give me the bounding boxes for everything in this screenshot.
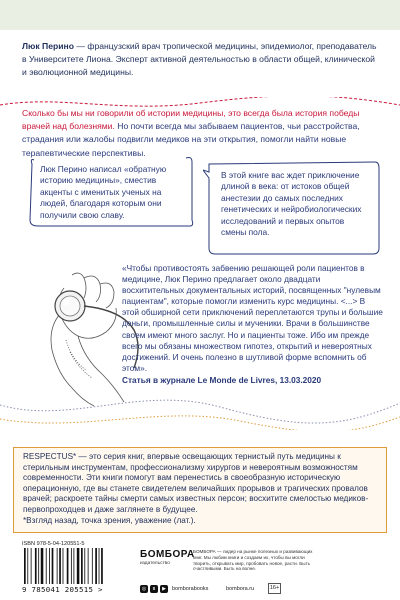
isbn-label: ISBN 978-5-04-120551-5 — [22, 541, 85, 547]
barcode-bar — [73, 548, 74, 584]
barcode — [22, 548, 114, 584]
barcode-bar — [46, 548, 47, 584]
barcode-bar — [77, 548, 80, 584]
barcode-bar — [57, 548, 58, 584]
barcode-bar — [81, 548, 83, 584]
lead-paragraph — [22, 107, 382, 160]
bubble-right-text: В этой книге вас ждет приключение длиной в века: от истоков общей анестезии до самых последних генетических и нейробиологических исследований и первых опытов смены пола. — [221, 170, 362, 238]
quote-source: Статья в журнале Le Monde de Livres, 13.03.2020 — [122, 374, 322, 385]
barcode-bar — [88, 548, 89, 584]
lead-red-text: Сколько бы мы ни говорили об истории медицины, это всегда была история победы врачей над болезнями. — [22, 108, 360, 132]
barcode-bar — [92, 548, 93, 584]
lead-rest-text: Но почти всегда мы забываем пациентов, чьи расстройства, страдания или жалобы подвигли медиков на эти открытия, помогли найти новые терапевтические перспективы. — [22, 121, 360, 158]
barcode-bar — [84, 548, 85, 584]
series-promo-text — [13, 452, 387, 526]
barcode-bar — [41, 548, 44, 584]
social-links — [140, 585, 208, 593]
publisher-site[interactable]: bombora.ru — [226, 586, 255, 592]
barcode-bar — [67, 548, 69, 584]
barcode-bar — [38, 548, 39, 584]
barcode-bar — [59, 548, 61, 584]
bubble-left-text: Люк Перино написал «обратную историю медицины», сместив акценты с именитых ученых на людей, благодаря которым они получили свою славу. — [40, 164, 167, 220]
barcode-digits: 9 785041 205515 > — [22, 585, 103, 594]
barcode-bar — [52, 548, 54, 584]
barcode-bar — [101, 548, 103, 584]
publisher-logo-sub: издательство — [140, 561, 170, 566]
barcode-bar — [35, 548, 37, 584]
speech-bubble-left — [26, 154, 196, 230]
author-bio — [22, 40, 382, 80]
barcode-bar — [31, 548, 32, 584]
barcode-bar — [71, 548, 72, 584]
review-quote — [122, 263, 384, 386]
barcode-bar — [63, 548, 64, 584]
barcode-bar — [24, 548, 26, 584]
instagram-icon[interactable]: ◎ — [141, 586, 147, 592]
author-name: Люк Перино — [22, 41, 74, 51]
publisher-description: БОМБОРА — лидер на рынке полезных и развивающих книг. Мы любим книги и создаем их, чтобы вы могли творить, открывать мир, пробовать новое, расти. Быть счастливыми. Быть на волне. — [193, 549, 313, 572]
barcode-bar — [99, 548, 100, 584]
author-bio-text: — французский врач тропической медицины, эпидемиолог, преподаватель в Университете Лиона. Эксперт активной деятельностью в области общей, клинической и эволюционной медицины. — [22, 41, 377, 78]
publisher-logo-name: БОМБОРА — [140, 549, 195, 560]
promo-footnote: *Взгляд назад, точка зрения, уважение (лат.). — [23, 515, 196, 525]
vk-icon[interactable]: в — [150, 585, 158, 593]
top-decorative-band — [0, 0, 400, 30]
age-rating-badge: 16+ — [268, 583, 281, 594]
youtube-icon[interactable]: ▶ — [160, 585, 168, 593]
social-handle[interactable]: bomborabooks — [172, 586, 209, 592]
barcode-bar — [49, 548, 50, 584]
barcode-bar — [27, 548, 28, 584]
quote-text: «Чтобы противостоять забвению решающей роли пациентов в медицине, Люк Перино предлагает около двадцати восхитительных документальных историй, посвященных "нулевым пациентам", которые помогли изменить курс медицины. <...> В этой обширной сети приключений переплетаются трупы и большие деньги, промышленные силы и мученики. Врачи в большинстве своем имеют много заслуг. Но и пациенты тоже. Ибо им прежде всего мы обязаны множеством гипотез, открытий и невероятных достижений. И очень полезно в шутливой форме вспомнить об этом». — [122, 263, 383, 373]
barcode-bar — [95, 548, 97, 584]
dotted-wave-separator — [0, 385, 400, 430]
speech-bubble-right — [203, 158, 381, 258]
promo-body: RESPECTUS* — это серия книг, впервые освещающих тернистый путь медицины к стерильным инструментам, профессионализму хирургов и невероятным возможностям современности. Эти книги помогут вам перенестись в своеобразную историческую операционную, где вы станете свидетелем величайших прорывов и трагических провалов врачей; раскроете тайны смерти самых известных персон; восхитите смелостью медиков-первопроходцев и даже заглянете в будущее. — [23, 452, 369, 514]
